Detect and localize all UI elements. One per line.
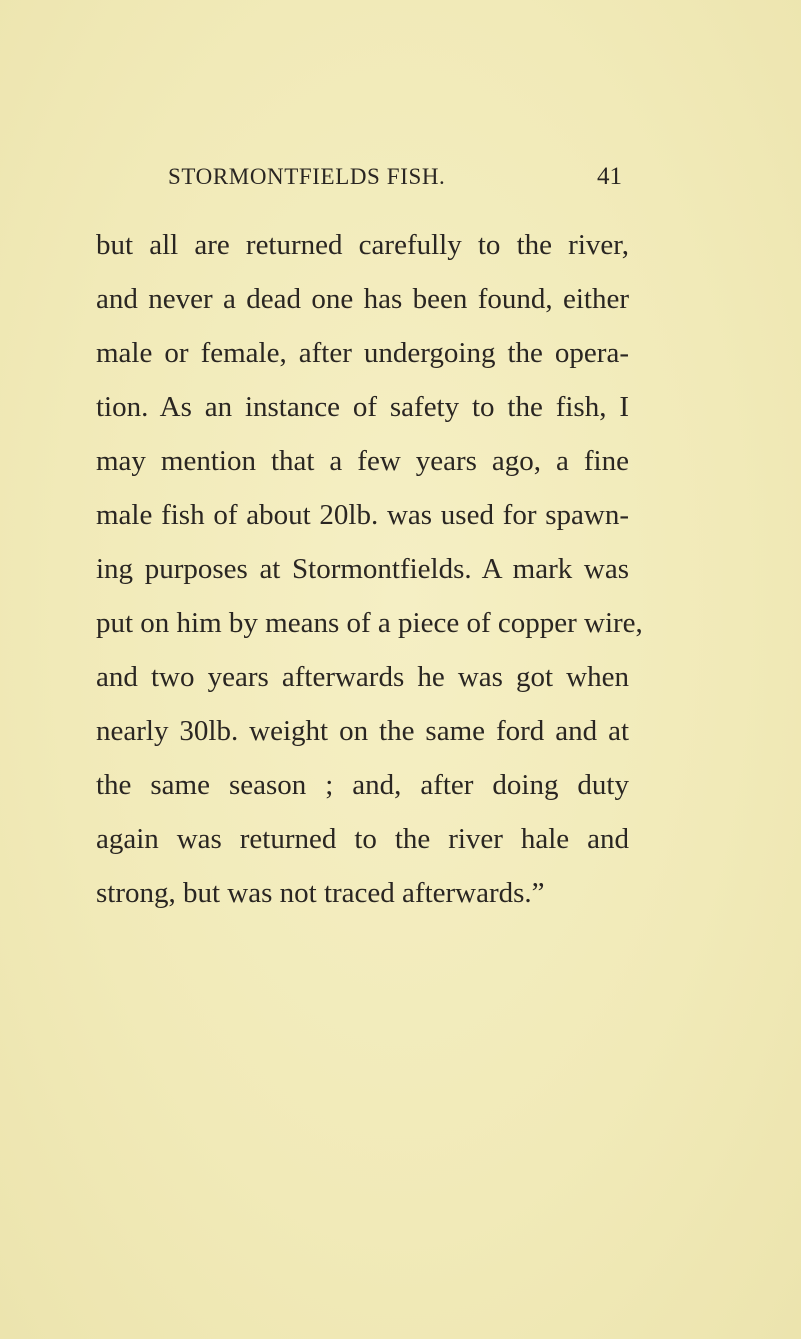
text-line: nearly 30lb. weight on the same ford and at bbox=[96, 715, 629, 747]
text-line: but all are returned carefully to the river, bbox=[96, 229, 629, 261]
body-paragraph bbox=[96, 218, 643, 920]
text-line: may mention that a few years ago, a fine bbox=[96, 445, 629, 477]
text-line: and never a dead one has been found, either bbox=[96, 283, 629, 315]
text-line: put on him by means of a piece of copper wire, bbox=[96, 607, 643, 639]
text-line: tion. As an instance of safety to the fish, I bbox=[96, 391, 629, 423]
page-number: 41 bbox=[597, 163, 622, 190]
text-line: the same season ; and, after doing duty bbox=[96, 769, 629, 801]
text-line: male or female, after undergoing the opera- bbox=[96, 337, 629, 369]
text-line: again was returned to the river hale and bbox=[96, 823, 629, 855]
text-line: male fish of about 20lb. was used for spawn- bbox=[96, 499, 629, 531]
running-title: STORMONTFIELDS FISH. bbox=[168, 164, 446, 189]
text-line: ing purposes at Stormontfields. A mark was bbox=[96, 553, 629, 585]
running-head bbox=[168, 162, 622, 192]
text-line: and two years afterwards he was got when bbox=[96, 661, 629, 693]
text-line: strong, but was not traced afterwards.” bbox=[96, 877, 545, 909]
